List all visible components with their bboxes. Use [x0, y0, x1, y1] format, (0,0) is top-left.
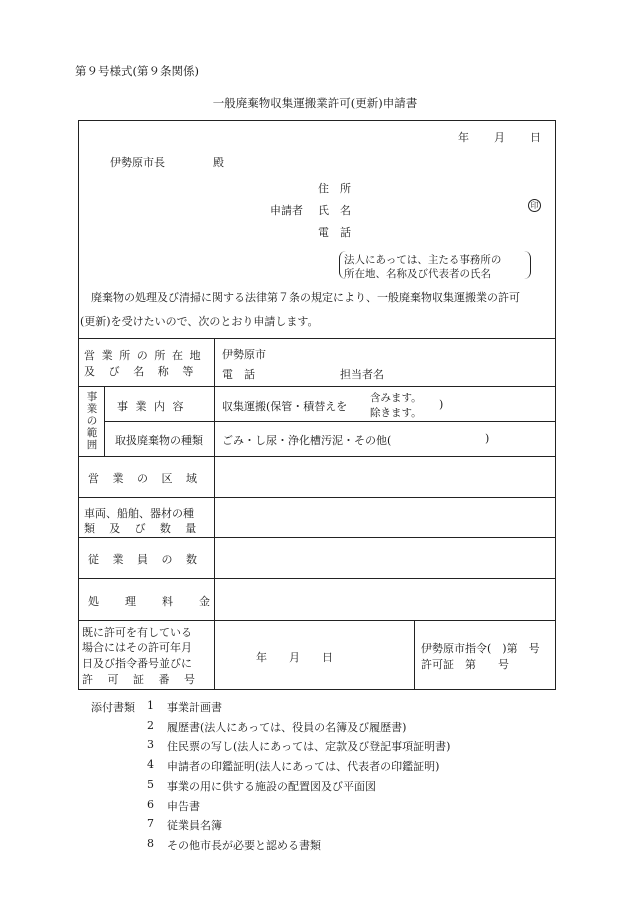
rule-label-column: [214, 338, 215, 690]
rule-permit-split: [414, 620, 415, 690]
attachment-number: 7: [147, 817, 154, 831]
attachment-item: 従業員名簿: [167, 819, 222, 833]
rule-scope-end: [78, 456, 556, 457]
office-label-line2: [84, 363, 208, 379]
addressee-name: 伊勢原市長: [110, 156, 165, 169]
attachment-item: 申告書: [167, 799, 200, 813]
rule-employees-end: [78, 578, 556, 579]
corporation-note-line1: 法人にあっては、主たる事務所の: [344, 254, 502, 266]
waste-type-close-paren: ): [485, 432, 490, 445]
date-year: 年: [458, 131, 469, 144]
office-label-text1: 営業所の所在地: [84, 349, 208, 362]
seal-mark: 印: [528, 199, 541, 212]
business-option-exclude: 除きます。: [370, 407, 422, 419]
waste-type-label: 取扱廃棄物の種類: [115, 434, 203, 447]
form-number-label: 第９号様式(第９条関係): [75, 64, 199, 78]
attachment-number: 5: [147, 777, 154, 791]
office-label-line1: [84, 347, 208, 363]
applicant-label: 申請者: [270, 204, 303, 217]
permit-order-number: 伊勢原市指令( )第 号: [421, 642, 540, 655]
office-city: 伊勢原市: [222, 348, 266, 361]
permit-label-line4: 許可証番号: [82, 673, 210, 686]
permit-label-line3: 日及び指令番号並びに: [82, 657, 192, 670]
rule-office-end: [78, 386, 556, 387]
rule-fee-end: [78, 620, 556, 621]
rule-header-end: [78, 338, 556, 339]
permit-date: 年 月 日: [256, 651, 333, 664]
waste-type-value: ごみ・し尿・浄化槽汚泥・その他(: [222, 434, 392, 447]
attachment-item: その他市長が必要と認める書類: [167, 838, 321, 852]
rule-business-end: [104, 421, 556, 422]
attachment-item: 履歴書(法人にあっては、役員の名簿及び履歴書): [167, 720, 407, 734]
address-label: 住 所: [318, 182, 351, 195]
addressee-honorific: 殿: [213, 156, 224, 169]
permit-label-line1: 既に許可を有している: [82, 626, 192, 639]
vehicle-label-line1: 車両、船舶、器材の種: [84, 507, 194, 520]
attachment-item: 事業の用に供する施設の配置図及び平面図: [167, 779, 376, 793]
business-option-include: 含みます。: [370, 392, 422, 404]
office-label-text2: 及び名称等: [84, 365, 207, 378]
attachment-number: 2: [147, 718, 154, 732]
attachment-number: 4: [147, 758, 154, 772]
document-title: 一般廃棄物収集運搬業許可(更新)申請書: [212, 96, 418, 110]
attachment-number: 3: [147, 738, 154, 752]
business-value: 収集運搬(保管・積替えを: [222, 400, 348, 413]
declaration-line2: (更新)を受けたいので、次のとおり申請します。: [80, 315, 319, 328]
date-day: 日: [530, 131, 541, 144]
name-label: 氏 名: [318, 204, 351, 217]
fee-label: 処理料金: [88, 595, 236, 608]
attachment-item: 申請者の印鑑証明(法人にあっては、代表者の印鑑証明): [167, 760, 440, 774]
corporation-note-line2: 所在地、名称及び代表者の氏名: [344, 268, 491, 280]
attachment-number: 6: [147, 797, 154, 811]
rule-scope-column: [104, 386, 105, 456]
rule-area-end: [78, 497, 556, 498]
scope-label: 事業の範囲: [86, 391, 98, 451]
office-phone-label: 電 話: [222, 368, 255, 381]
service-area-label: 営業の区域: [88, 472, 211, 485]
attachment-number: 1: [147, 699, 154, 712]
employee-count-label: 従業員の数: [88, 553, 211, 566]
attachment-item: 住民票の写し(法人にあっては、定款及び登記事項証明書): [167, 740, 451, 754]
attachments-label: 添付書類: [91, 701, 135, 714]
declaration-line1: 廃棄物の処理及び清掃に関する法律第７条の規定により、一般廃棄物収集運搬業の許可: [80, 291, 520, 304]
rule-vehicle-end: [78, 537, 556, 538]
date-month: 月: [494, 131, 505, 144]
permit-certificate-number: 許可証 第 号: [421, 658, 509, 671]
permit-label-line2: 場合にはその許可年月: [82, 641, 192, 654]
vehicle-label-line2: 類及び数量: [84, 522, 211, 535]
office-person-label: 担当者名: [340, 368, 384, 381]
business-close-paren: ): [439, 398, 444, 411]
attachment-number: 8: [147, 836, 154, 850]
phone-label: 電 話: [318, 226, 351, 239]
business-label: 事業内容: [117, 400, 191, 413]
attachment-item: 事業計画書: [167, 701, 222, 714]
